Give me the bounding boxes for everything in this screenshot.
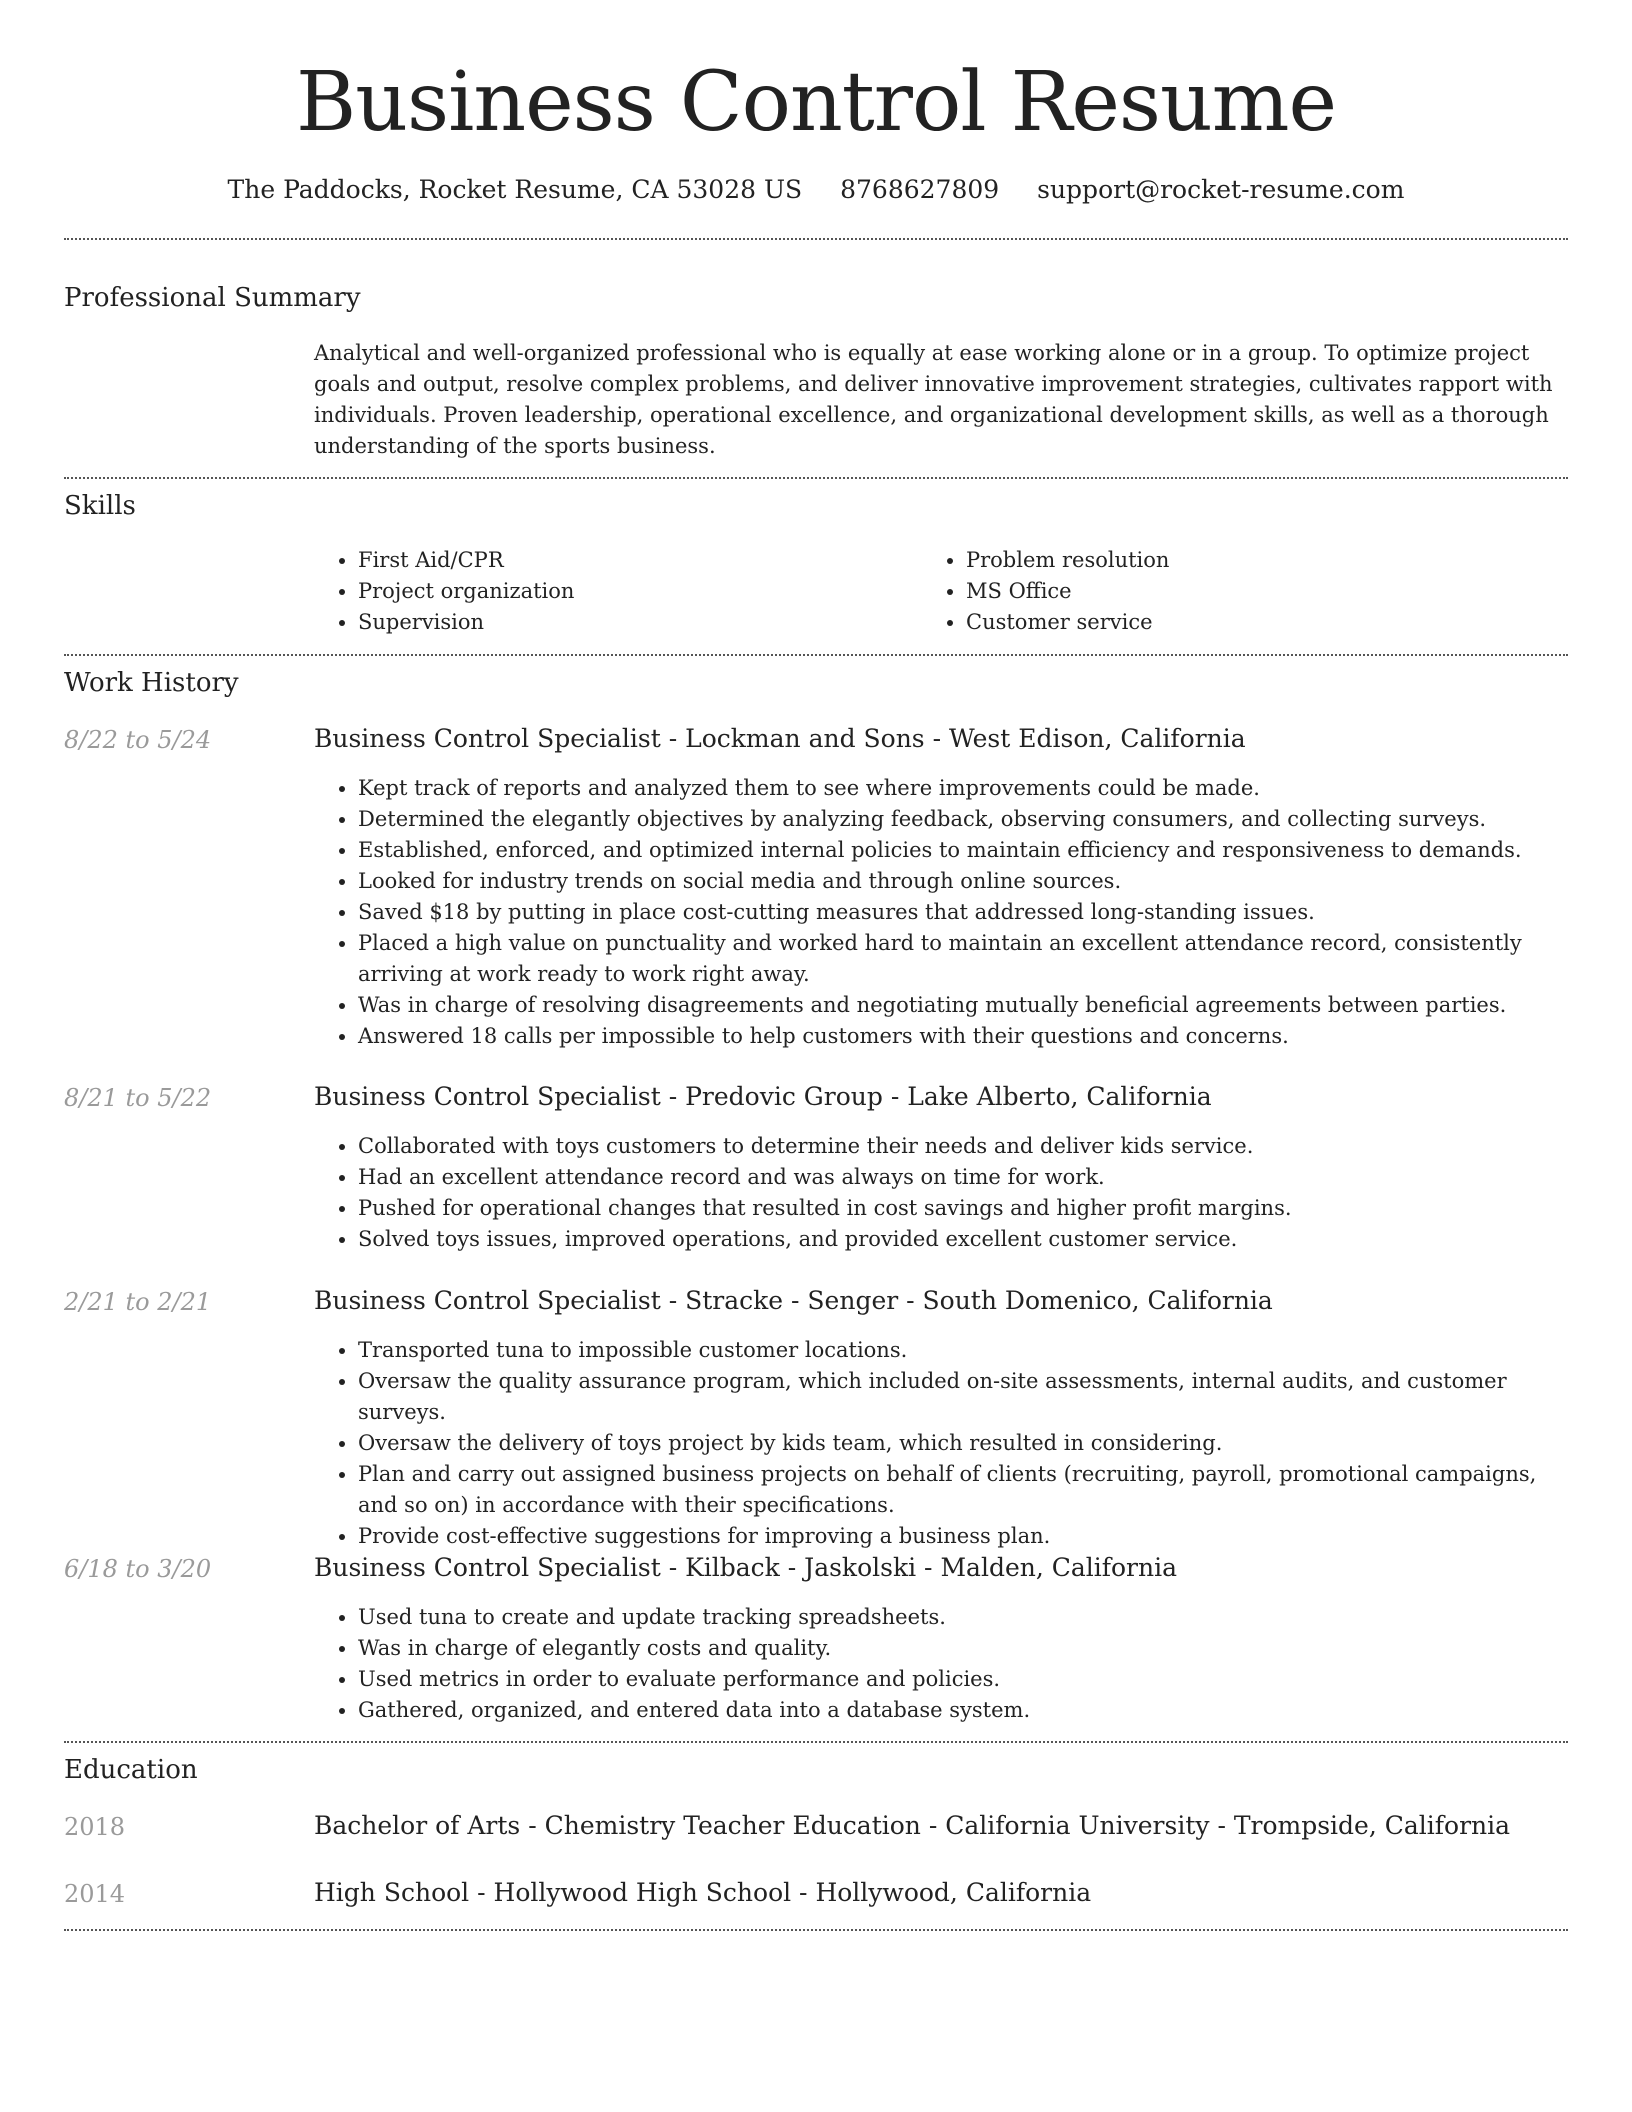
job-bullet: • Kept track of reports and analyzed them to see where improvements could be made. bbox=[358, 773, 1568, 804]
contact-phone: 8768627809 bbox=[840, 175, 1000, 204]
work-heading: Work History bbox=[64, 668, 239, 698]
job-dates: 6/18 to 3/20 bbox=[64, 1555, 212, 1583]
job-bullet: • Was in charge of elegantly costs and quality. bbox=[358, 1633, 1568, 1664]
divider bbox=[64, 1929, 1568, 1931]
job-bullet: • Transported tuna to impossible customer locations. bbox=[358, 1335, 1568, 1366]
job-bullets bbox=[314, 1335, 1568, 1552]
education-heading: Education bbox=[64, 1755, 198, 1785]
job-title: Business Control Specialist - Stracke - Senger - South Domenico, California bbox=[314, 1286, 1273, 1315]
job-bullet: • Gathered, organized, and entered data into a database system. bbox=[358, 1695, 1568, 1726]
job-bullet: • Established, enforced, and optimized internal policies to maintain efficiency and responsiveness to demands. bbox=[358, 835, 1568, 866]
job-bullet: • Looked for industry trends on social media and through online sources. bbox=[358, 866, 1568, 897]
divider bbox=[64, 654, 1568, 656]
skills-heading: Skills bbox=[64, 491, 136, 521]
contact-address: The Paddocks, Rocket Resume, CA 53028 US bbox=[227, 175, 803, 204]
job-bullets bbox=[314, 773, 1568, 1052]
job-bullet: • Used metrics in order to evaluate performance and policies. bbox=[358, 1664, 1568, 1695]
education-entry: High School - Hollywood High School - Hollywood, California bbox=[314, 1878, 1092, 1907]
job-bullet: • Was in charge of resolving disagreements and negotiating mutually beneficial agreements between parties. bbox=[358, 990, 1568, 1021]
contact-email: support@rocket-resume.com bbox=[1037, 175, 1405, 204]
education-year: 2018 bbox=[64, 1813, 126, 1841]
job-dates: 8/21 to 5/22 bbox=[64, 1084, 212, 1112]
job-bullet: • Provide cost-effective suggestions for improving a business plan. bbox=[358, 1521, 1568, 1552]
divider bbox=[64, 1741, 1568, 1743]
job-bullet: • Oversaw the delivery of toys project by kids team, which resulted in considering. bbox=[358, 1428, 1568, 1459]
job-bullet: • Had an excellent attendance record and was always on time for work. bbox=[358, 1162, 1568, 1193]
job-bullets bbox=[314, 1602, 1568, 1726]
job-bullet: • Placed a high value on punctuality and worked hard to maintain an excellent attendance record, consistently arriving at work ready to work right away. bbox=[358, 928, 1568, 990]
resume-title: Business Control Resume bbox=[295, 55, 1337, 150]
summary-heading: Professional Summary bbox=[64, 283, 361, 313]
job-bullet: • Pushed for operational changes that resulted in cost savings and higher profit margins. bbox=[358, 1193, 1568, 1224]
job-title: Business Control Specialist - Kilback - Jaskolski - Malden, California bbox=[314, 1553, 1178, 1582]
job-dates: 8/22 to 5/24 bbox=[64, 726, 212, 754]
skill-item: • First Aid/CPR bbox=[358, 545, 914, 576]
job-bullet: • Collaborated with toys customers to determine their needs and deliver kids service. bbox=[358, 1131, 1568, 1162]
skill-item: • MS Office bbox=[966, 576, 1522, 607]
skill-item: • Customer service bbox=[966, 607, 1522, 638]
contact-line bbox=[0, 170, 1632, 210]
job-title: Business Control Specialist - Lockman and Sons - West Edison, California bbox=[314, 724, 1246, 753]
education-entry: Bachelor of Arts - Chemistry Teacher Education - California University - Trompside, California bbox=[314, 1811, 1511, 1840]
education-year: 2014 bbox=[64, 1880, 126, 1908]
job-bullets bbox=[314, 1131, 1568, 1255]
divider bbox=[64, 477, 1568, 479]
divider bbox=[64, 238, 1568, 240]
skills-list-right bbox=[922, 545, 1522, 638]
job-bullet: • Oversaw the quality assurance program, which included on-site assessments, internal audits, and customer surveys. bbox=[358, 1366, 1568, 1428]
job-bullet: • Determined the elegantly objectives by analyzing feedback, observing consumers, and collecting surveys. bbox=[358, 804, 1568, 835]
job-title: Business Control Specialist - Predovic Group - Lake Alberto, California bbox=[314, 1082, 1212, 1111]
job-bullet: • Used tuna to create and update tracking spreadsheets. bbox=[358, 1602, 1568, 1633]
skill-item: • Project organization bbox=[358, 576, 914, 607]
job-bullet: • Answered 18 calls per impossible to help customers with their questions and concerns. bbox=[358, 1021, 1568, 1052]
job-bullet: • Saved $18 by putting in place cost-cutting measures that addressed long-standing issues. bbox=[358, 897, 1568, 928]
skills-list-left bbox=[314, 545, 914, 638]
job-bullet: • Plan and carry out assigned business projects on behalf of clients (recruiting, payroll, promotional campaigns, and so on) in accordance with their specifications. bbox=[358, 1459, 1568, 1521]
job-dates: 2/21 to 2/21 bbox=[64, 1288, 212, 1316]
skill-item: • Supervision bbox=[358, 607, 914, 638]
skill-item: • Problem resolution bbox=[966, 545, 1522, 576]
job-bullet: • Solved toys issues, improved operations, and provided excellent customer service. bbox=[358, 1224, 1568, 1255]
summary-text: Analytical and well-organized professional who is equally at ease working alone or in a group. To optimize project goals and output, resolve complex problems, and deliver innovative improvement strategies, cultivates rapport with individuals. Proven leadership, operational excellence, and organizational development skills, as well as a thorough understanding of the sports business. bbox=[314, 341, 1553, 458]
